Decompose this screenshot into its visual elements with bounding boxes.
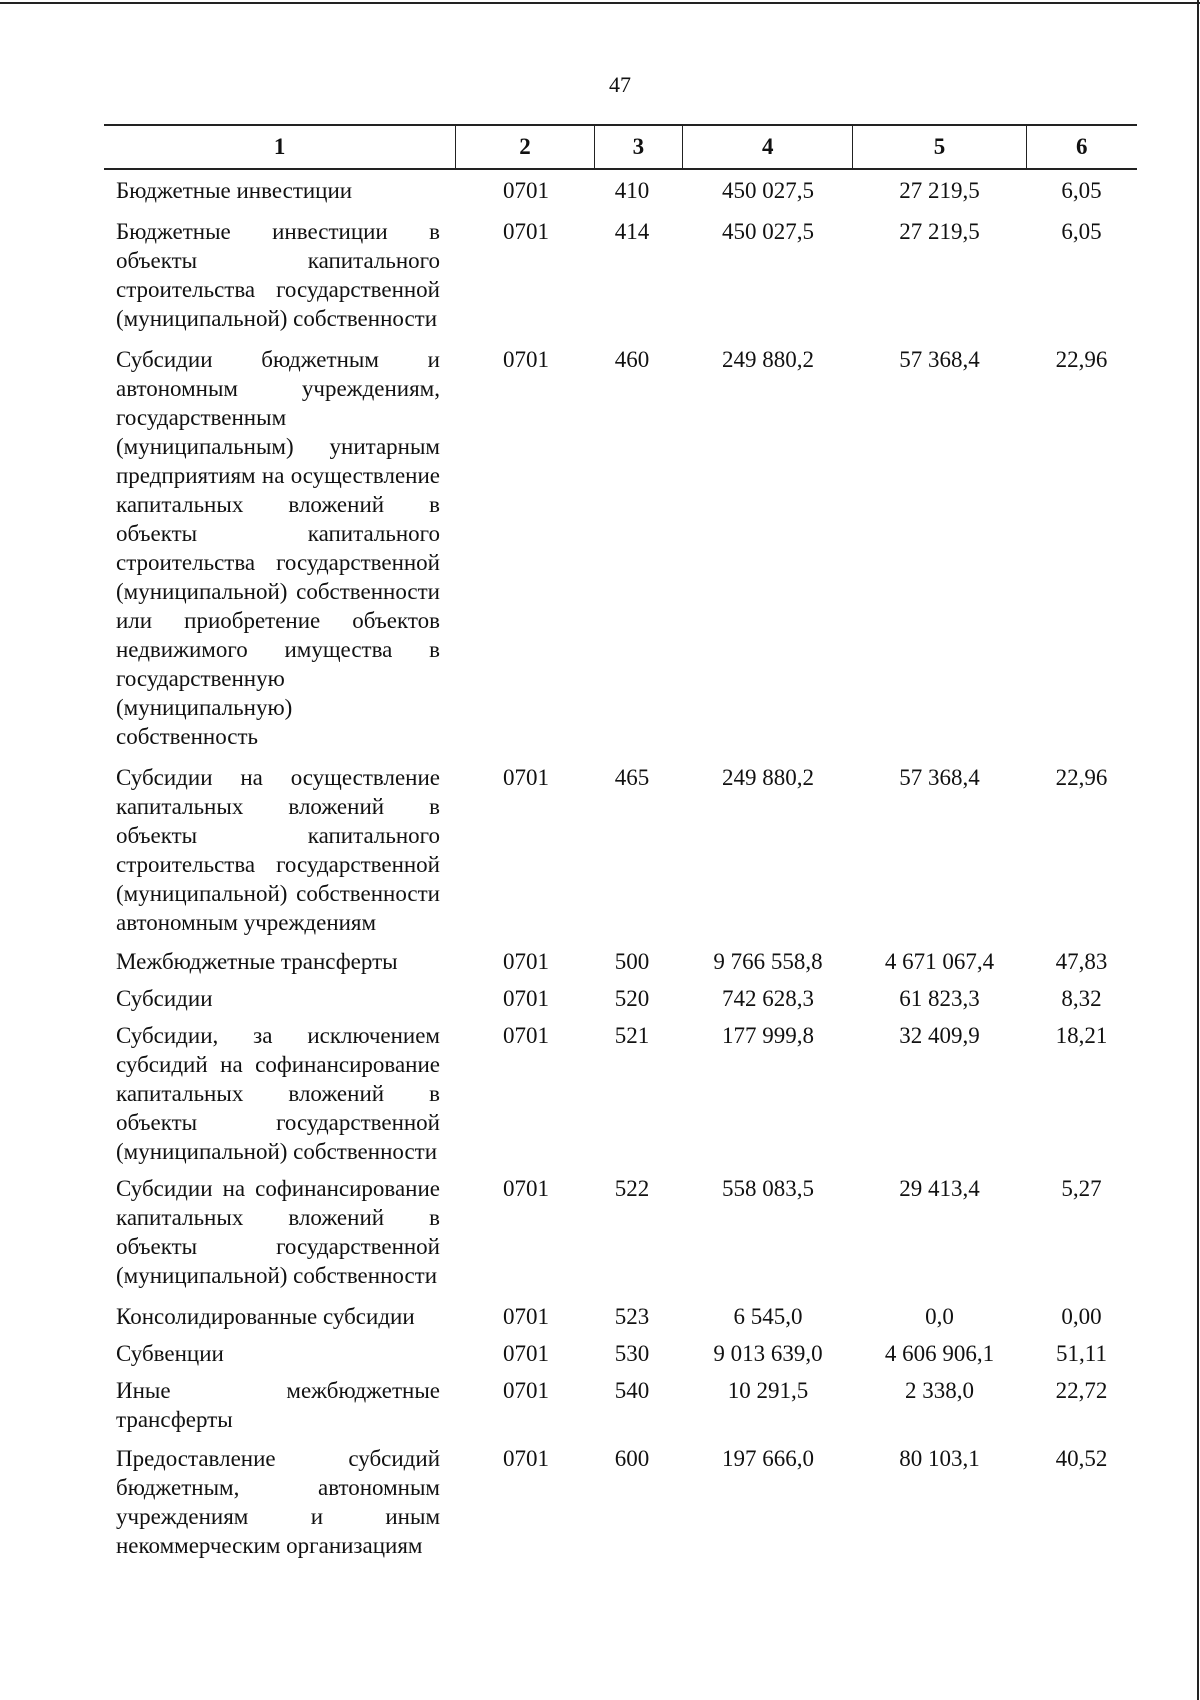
page-border-top — [0, 2, 1200, 4]
row-percent: 22,96 — [1055, 347, 1108, 372]
row-planned: 9 766 558,8 — [713, 949, 823, 974]
row-executed: 4 606 906,1 — [884, 1341, 995, 1366]
row-percent: 40,52 — [1055, 1446, 1108, 1471]
table-row — [104, 1302, 1137, 1331]
row-name: Бюджетные инвестиции — [116, 178, 353, 203]
row-planned: 177 999,8 — [722, 1023, 814, 1048]
table-row — [104, 345, 1137, 751]
row-executed: 57 368,4 — [899, 347, 980, 372]
row-percent: 8,32 — [1061, 986, 1102, 1011]
row-planned: 450 027,5 — [722, 219, 814, 244]
row-section-code: 0701 — [503, 178, 549, 203]
row-percent: 47,83 — [1055, 949, 1108, 974]
page-number: 47 — [609, 72, 631, 97]
row-name: Субсидии на осуществление капитальных вложений в объекты капитального строительства государственной (муниципальной) собственности автономным учреждениям — [116, 765, 440, 935]
row-executed: 29 413,4 — [899, 1176, 980, 1201]
row-expense-type: 465 — [614, 765, 650, 790]
row-section-code: 0701 — [503, 986, 549, 1011]
row-name: Субсидии, за исключением субсидий на софинансирование капитальных вложений в объекты государственной (муниципальной) собственности — [116, 1023, 440, 1164]
table-row — [104, 763, 1137, 937]
row-percent: 18,21 — [1055, 1023, 1108, 1048]
table-row — [104, 176, 1137, 205]
row-section-code: 0701 — [503, 949, 549, 974]
table-row — [104, 217, 1137, 333]
row-percent: 22,72 — [1055, 1378, 1108, 1403]
header-col-5: 5 — [852, 126, 1025, 168]
row-planned: 558 083,5 — [722, 1176, 814, 1201]
row-section-code: 0701 — [503, 1023, 549, 1048]
row-section-code: 0701 — [503, 219, 549, 244]
header-col-4: 4 — [682, 126, 852, 168]
table-row — [104, 1339, 1137, 1368]
row-percent: 5,27 — [1061, 1176, 1102, 1201]
row-name: Субсидии — [116, 986, 213, 1011]
row-name: Субсидии на софинансирование капитальных вложений в объекты государственной (муниципальной) собственности — [116, 1176, 440, 1288]
header-col-3: 3 — [594, 126, 683, 168]
table-row — [104, 984, 1137, 1013]
row-name: Субсидии бюджетным и автономным учреждениям, государственным (муниципальным) унитарным предприятиям на осуществление капитальных вложений в объекты капитального строительства государственной (муниципальной) собственности или приобретение объектов недвижимого имущества в государственную (муниципальную) собственность — [116, 347, 440, 749]
row-planned: 10 291,5 — [727, 1378, 809, 1403]
table-row — [104, 1444, 1137, 1560]
row-section-code: 0701 — [503, 1446, 549, 1471]
row-expense-type: 414 — [614, 219, 650, 244]
row-section-code: 0701 — [503, 1341, 549, 1366]
row-executed: 0,0 — [925, 1304, 954, 1329]
row-expense-type: 600 — [614, 1446, 650, 1471]
page-border-right — [1197, 0, 1199, 1700]
row-section-code: 0701 — [503, 1378, 549, 1403]
header-col-2: 2 — [455, 126, 593, 168]
row-executed: 32 409,9 — [899, 1023, 980, 1048]
row-planned: 249 880,2 — [722, 765, 814, 790]
budget-table — [104, 124, 1137, 1568]
row-expense-type: 530 — [614, 1341, 650, 1366]
row-section-code: 0701 — [503, 1176, 549, 1201]
row-executed: 57 368,4 — [899, 765, 980, 790]
row-expense-type: 500 — [614, 949, 650, 974]
row-section-code: 0701 — [503, 1304, 549, 1329]
row-name: Иные межбюджетные трансферты — [116, 1378, 440, 1432]
row-section-code: 0701 — [503, 347, 549, 372]
table-body — [104, 170, 1137, 1560]
row-planned: 742 628,3 — [722, 986, 814, 1011]
row-expense-type: 522 — [614, 1176, 650, 1201]
row-planned: 9 013 639,0 — [713, 1341, 823, 1366]
table-header — [104, 124, 1137, 170]
row-percent: 22,96 — [1055, 765, 1108, 790]
row-executed: 80 103,1 — [899, 1446, 980, 1471]
row-name: Предоставление субсидий бюджетным, автономным учреждениям и иным некоммерческим организациям — [116, 1446, 440, 1558]
row-section-code: 0701 — [503, 765, 549, 790]
table-row — [104, 947, 1137, 976]
row-name: Субвенции — [116, 1341, 224, 1366]
row-percent: 6,05 — [1061, 178, 1102, 203]
row-percent: 6,05 — [1061, 219, 1102, 244]
header-col-6: 6 — [1026, 126, 1137, 168]
row-expense-type: 521 — [614, 1023, 650, 1048]
row-expense-type: 460 — [614, 347, 650, 372]
row-planned: 249 880,2 — [722, 347, 814, 372]
table-row — [104, 1376, 1137, 1434]
row-executed: 2 338,0 — [905, 1378, 974, 1403]
row-executed: 27 219,5 — [899, 178, 980, 203]
row-name: Консолидированные субсидии — [116, 1304, 415, 1329]
header-col-1: 1 — [273, 134, 286, 159]
row-name: Межбюджетные трансферты — [116, 949, 398, 974]
row-name: Бюджетные инвестиции в объекты капитального строительства государственной (муниципальной) собственности — [116, 219, 440, 331]
row-percent: 51,11 — [1056, 1341, 1107, 1366]
row-expense-type: 540 — [614, 1378, 650, 1403]
table-row — [104, 1174, 1137, 1290]
row-percent: 0,00 — [1061, 1304, 1102, 1329]
row-planned: 197 666,0 — [722, 1446, 814, 1471]
row-expense-type: 410 — [614, 178, 650, 203]
row-planned: 450 027,5 — [722, 178, 814, 203]
table-row — [104, 1021, 1137, 1166]
row-executed: 27 219,5 — [899, 219, 980, 244]
row-executed: 61 823,3 — [899, 986, 980, 1011]
row-expense-type: 523 — [614, 1304, 650, 1329]
row-planned: 6 545,0 — [733, 1304, 803, 1329]
row-expense-type: 520 — [614, 986, 650, 1011]
row-executed: 4 671 067,4 — [884, 949, 995, 974]
